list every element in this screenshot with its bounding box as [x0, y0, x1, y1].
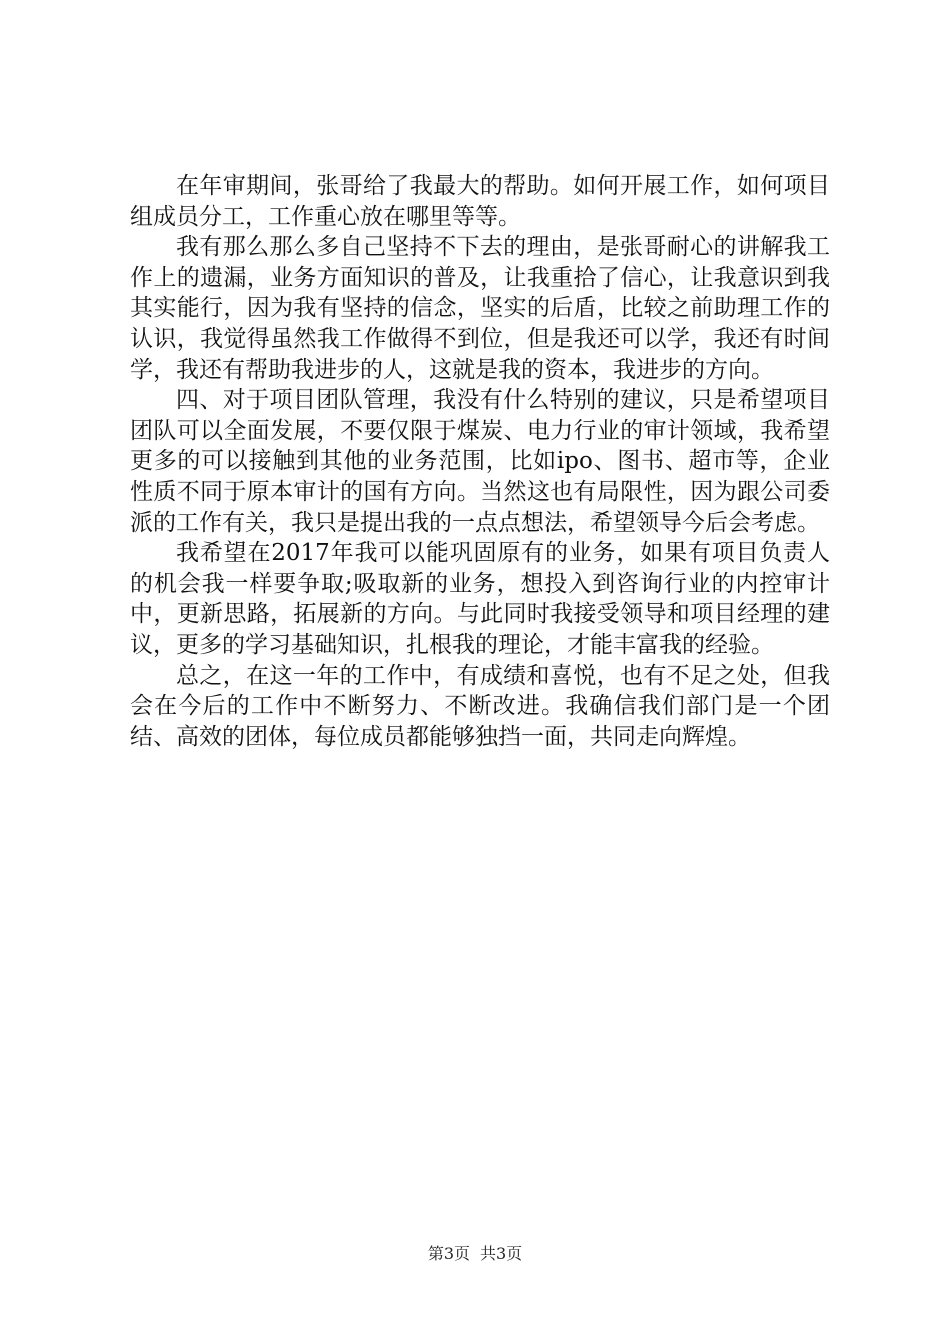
page-number-total: 共3页 [480, 1244, 523, 1263]
paragraph-4: 我希望在2017年我可以能巩固原有的业务，如果有项目负责人的机会我一样要争取;吸取新的业务，想投入到咨询行业的内控审计中，更新思路，拓展新的方向。与此同时我接受领导和项目经理的建议，更多的学习基础知识，扎根我的理论，才能丰富我的经验。 [130, 540, 830, 658]
document-body [130, 171, 830, 752]
paragraph-1: 在年审期间，张哥给了我最大的帮助。如何开展工作，如何项目组成员分工，工作重心放在哪里等等。 [130, 173, 830, 230]
page-footer [0, 1242, 950, 1266]
page-number-current: 第3页 [427, 1244, 470, 1263]
paragraph-2: 我有那么那么多自己坚持不下去的理由，是张哥耐心的讲解我工作上的遗漏，业务方面知识的普及，让我重拾了信心，让我意识到我其实能行，因为我有坚持的信念，坚实的后盾，比较之前助理工作的认识，我觉得虽然我工作做得不到位，但是我还可以学，我还有时间学，我还有帮助我进步的人，这就是我的资本，我进步的方向。 [130, 234, 830, 383]
paragraph-5: 总之，在这一年的工作中，有成绩和喜悦，也有不足之处，但我会在今后的工作中不断努力、不断改进。我确信我们部门是一个团结、高效的团体，每位成员都能够独挡一面，共同走向辉煌。 [130, 662, 830, 750]
paragraph-3: 四、对于项目团队管理，我没有什么特别的建议，只是希望项目团队可以全面发展，不要仅限于煤炭、电力行业的审计领域，我希望更多的可以接触到其他的业务范围，比如ipo、图书、超市等，企业性质不同于原本审计的国有方向。当然这也有局限性，因为跟公司委派的工作有关，我只是提出我的一点点想法，希望领导今后会考虑。 [130, 387, 830, 536]
